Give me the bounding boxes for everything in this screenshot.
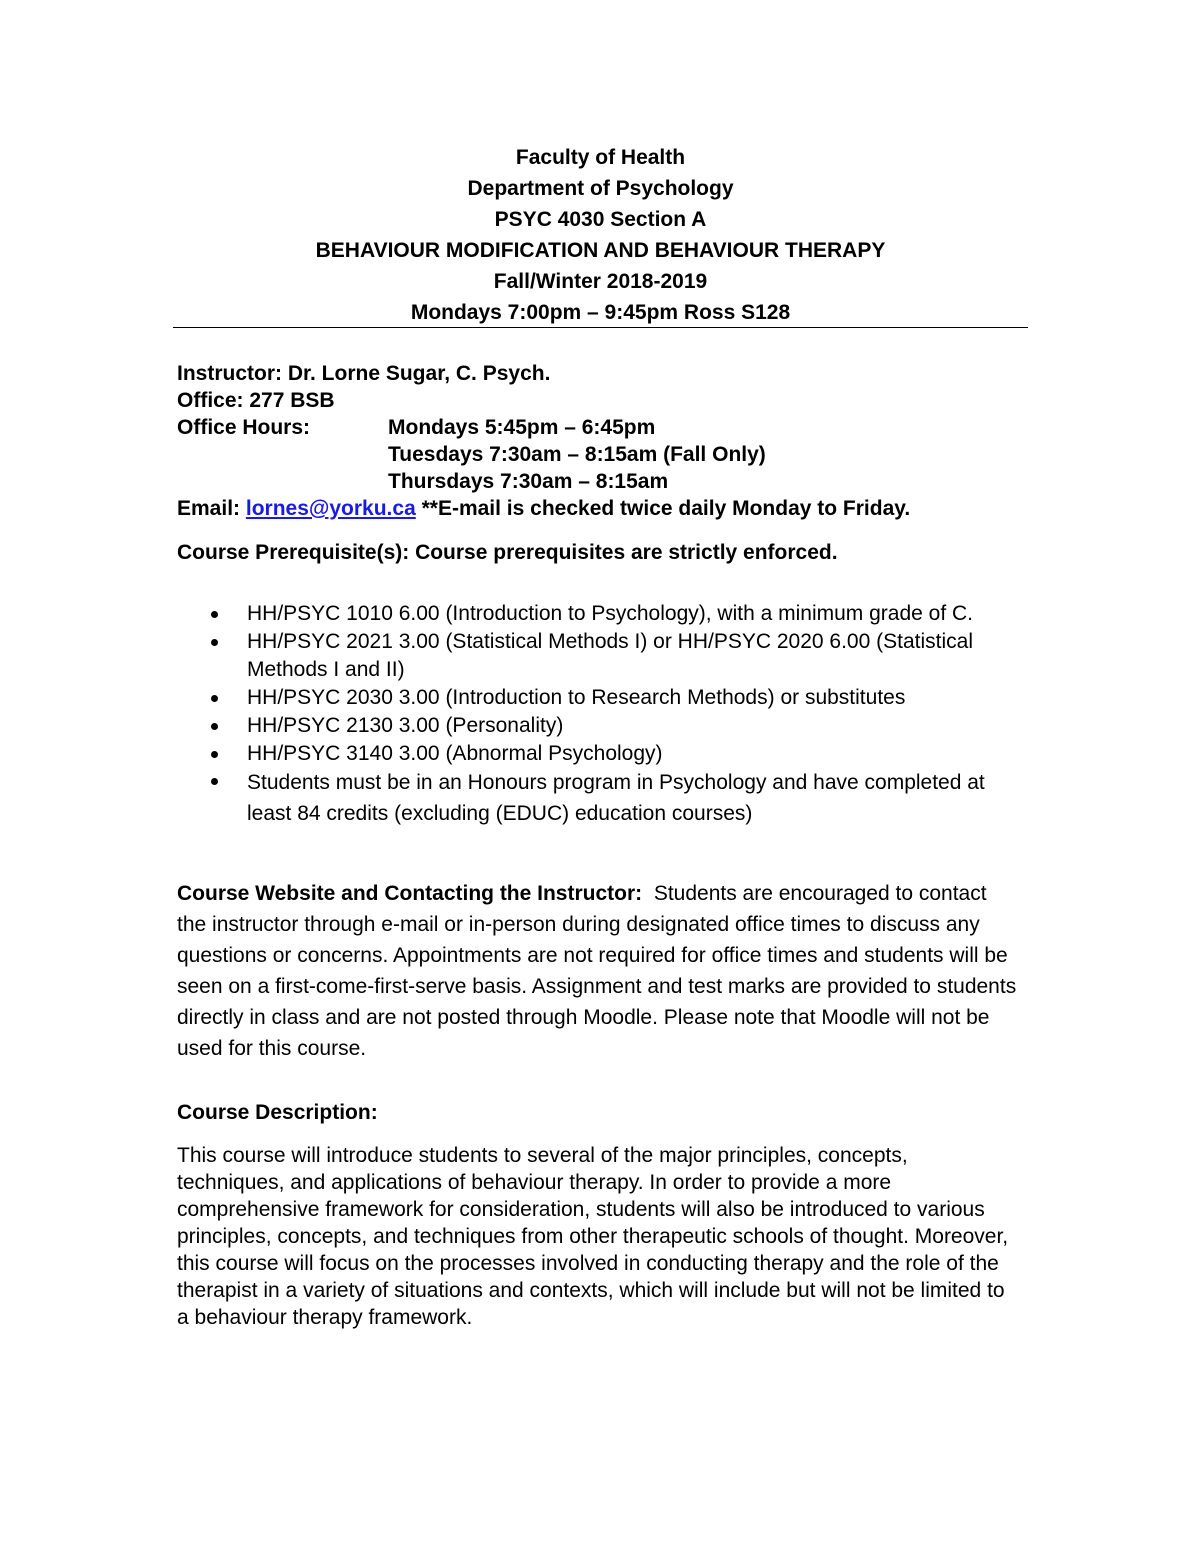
instructor-office: Office: 277 BSB xyxy=(177,389,335,412)
bullet-icon xyxy=(211,723,218,730)
course-schedule: Mondays 7:00pm – 9:45pm Ross S128 xyxy=(410,301,791,324)
website-title: Course Website and Contacting the Instructor: xyxy=(177,882,643,905)
office-hours-row xyxy=(177,414,1017,441)
prerequisite-text: HH/PSYC 2021 3.00 (Statistical Methods I) or HH/PSYC 2020 6.00 (Statistical Methods I and II) xyxy=(247,630,973,681)
office-hours-monday: Mondays 5:45pm – 6:45pm xyxy=(388,416,656,439)
prerequisite-text: HH/PSYC 3140 3.00 (Abnormal Psychology) xyxy=(247,742,663,765)
email-note: **E-mail is checked twice daily Monday to Friday. xyxy=(421,497,911,520)
department-name: Department of Psychology xyxy=(467,177,734,200)
bullet-icon xyxy=(211,695,218,702)
email-row xyxy=(177,495,1017,522)
prerequisite-text: Students must be in an Honours program in Psychology and have completed at least 84 credits (excluding (EDUC) education courses) xyxy=(247,771,985,825)
website-body: Students are encouraged to contact the instructor through e-mail or in-person during designated office times to discuss any questions or concerns. Appointments are not required for office times and students will be seen on a first-come-first-serve basis. Assignment and test marks are provided to students directly in class and are not posted through Moodle. Please note that Moodle will not be used for this course. xyxy=(177,882,1017,1060)
prerequisites-list xyxy=(211,600,1031,829)
description-body: This course will introduce students to several of the major principles, concepts, techniques, and applications of behaviour therapy. In order to provide a more comprehensive framework for consideration, students will also be introduced to various principles, concepts, and techniques from other therapeutic schools of thought. Moreover, this course will focus on the processes involved in conducting therapy and the role of the therapist in a variety of situations and contexts, which will include but will not be limited to a behaviour therapy framework. xyxy=(177,1144,1009,1329)
course-code: PSYC 4030 Section A xyxy=(494,208,707,231)
description-title: Course Description: xyxy=(177,1101,378,1124)
office-hours-tuesday: Tuesdays 7:30am – 8:15am (Fall Only) xyxy=(388,443,766,466)
bullet-icon xyxy=(211,751,218,758)
list-item xyxy=(211,684,1031,712)
list-item xyxy=(211,767,1031,829)
prerequisite-text: HH/PSYC 1010 6.00 (Introduction to Psychology), with a minimum grade of C. xyxy=(247,602,973,625)
header-divider xyxy=(173,327,1028,328)
course-header xyxy=(173,142,1028,328)
bullet-icon xyxy=(211,778,218,785)
office-hours-thursday: Thursdays 7:30am – 8:15am xyxy=(388,470,669,493)
prerequisites-title: Course Prerequisite(s): Course prerequisites are strictly enforced. xyxy=(177,541,838,564)
bullet-icon xyxy=(211,639,218,646)
list-item xyxy=(211,628,1031,684)
list-item xyxy=(211,600,1031,628)
email-label: Email: xyxy=(177,497,241,520)
bullet-icon xyxy=(211,611,218,618)
website-section xyxy=(177,878,1017,1064)
prerequisite-text: HH/PSYC 2130 3.00 (Personality) xyxy=(247,714,564,737)
prerequisite-text: HH/PSYC 2030 3.00 (Introduction to Research Methods) or substitutes xyxy=(247,686,906,709)
website-paragraph xyxy=(177,878,1017,1064)
course-title: BEHAVIOUR MODIFICATION AND BEHAVIOUR THERAPY xyxy=(315,239,886,262)
email-link[interactable]: lornes@yorku.ca xyxy=(245,497,416,520)
office-hours-label: Office Hours: xyxy=(177,416,311,439)
course-term: Fall/Winter 2018-2019 xyxy=(493,270,708,293)
faculty-name: Faculty of Health xyxy=(515,146,686,169)
instructor-name: Instructor: Dr. Lorne Sugar, C. Psych. xyxy=(177,362,551,385)
description-section xyxy=(177,1142,1017,1331)
list-item xyxy=(211,712,1031,740)
list-item xyxy=(211,740,1031,768)
instructor-info xyxy=(177,360,1017,522)
